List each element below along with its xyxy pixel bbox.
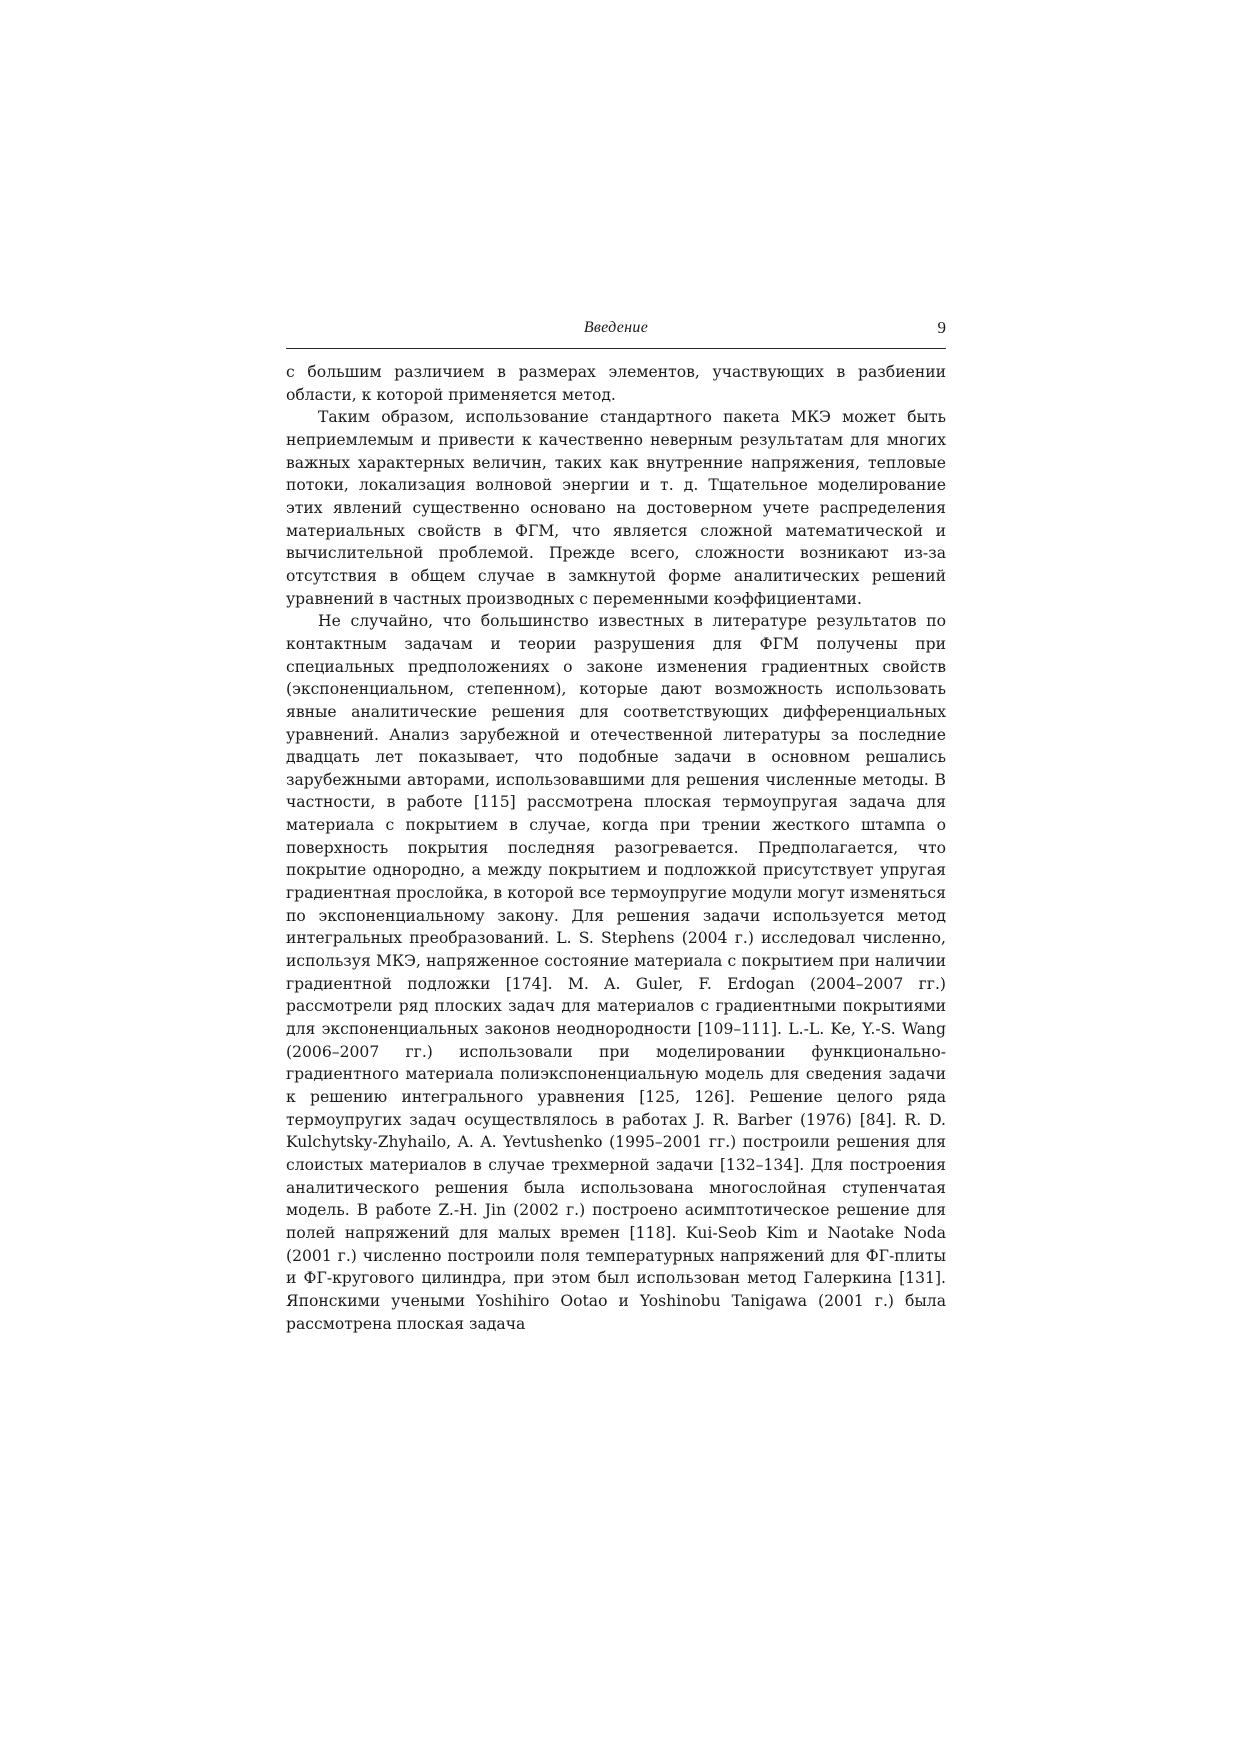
running-header xyxy=(286,318,946,349)
paragraph: Таким образом, использование стандартного пакета МКЭ может быть неприемлемым и привести к качественно неверным результатам для многих важных характерных величин, таких как внутренние напряжения, тепловые потоки, локализация волновой энергии и т. д. Тщательное моделирование этих явлений существенно основано на достоверном учете распределения материальных свойств в ФГМ, что является сложной математической и вычислительной проблемой. Прежде всего, сложности возникают из-за отсутствия в общем случае в замкнутой форме аналитических решений уравнений в частных производных с переменными коэффициентами. xyxy=(286,408,946,608)
book-page xyxy=(286,318,946,1335)
paragraph-continuation: с большим различием в размерах элементов, участвующих в разбиении области, к которой применяется метод. xyxy=(286,363,946,404)
paragraph: Не случайно, что большинство известных в литературе результатов по контактным задачам и теории разрушения для ФГМ получены при специальных предположениях о законе изменения градиентных свойств (экспоненциальном, степенном), которые дают возможность использовать явные аналитические решения для соответствующих дифференциальных уравнений. Анализ зарубежной и отечественной литературы за последние двадцать лет показывает, что подобные задачи в основном решались зарубежными авторами, использовавшими для решения численные методы. В частности, в работе [115] рассмотрена плоская термоупругая задача для материала с покрытием в случае, когда при трении жесткого штампа о поверхность покрытия последняя разогревается. Предполагается, что покрытие однородно, а между покрытием и подложкой присутствует упругая градиентная прослойка, в которой все термоупругие модули могут изменяться по экспоненциальному закону. Для решения задачи используется метод интегральных преобразований. L. S. Stephens (2004 г.) исследовал численно, используя МКЭ, напряженное состояние материала с покрытием при наличии градиентной подложки [174]. M. A. Guler, F. Erdogan (2004–2007 гг.) рассмотрели ряд плоских задач для материалов с градиентными покрытиями для экспоненциальных законов неоднородности [109–111]. L.-L. Ke, Y.-S. Wang (2006–2007 гг.) использовали при моделировании функционально-градиентного материала полиэкспоненциальную модель для сведения задачи к решению интегрального уравнения [125, 126]. Решение целого ряда термоупругих задач осуществлялось в работах J. R. Barber (1976) [84]. R. D. Kulchytsky-Zhyhailo, A. A. Yevtushenko (1995–2001 гг.) построили решения для слоистых материалов в случае трехмерной задачи [132–134]. Для построения аналитического решения была использована многослойная ступенчатая модель. В работе Z.-H. Jin (2002 г.) построено асимптотическое решение для полей напряжений для малых времен [118]. Kui-Seob Kim и Naotake Noda (2001 г.) численно построили поля температурных напряжений для ФГ-плиты и ФГ-кругового цилиндра, при этом был использован метод Галеркина [131]. Японскими учеными Yoshihiro Ootao и Yoshinobu Tanigawa (2001 г.) была рассмотрена плоская задача xyxy=(286,612,946,1333)
running-title: Введение xyxy=(583,319,649,336)
page-number: 9 xyxy=(937,318,946,337)
body-text xyxy=(286,361,946,1335)
